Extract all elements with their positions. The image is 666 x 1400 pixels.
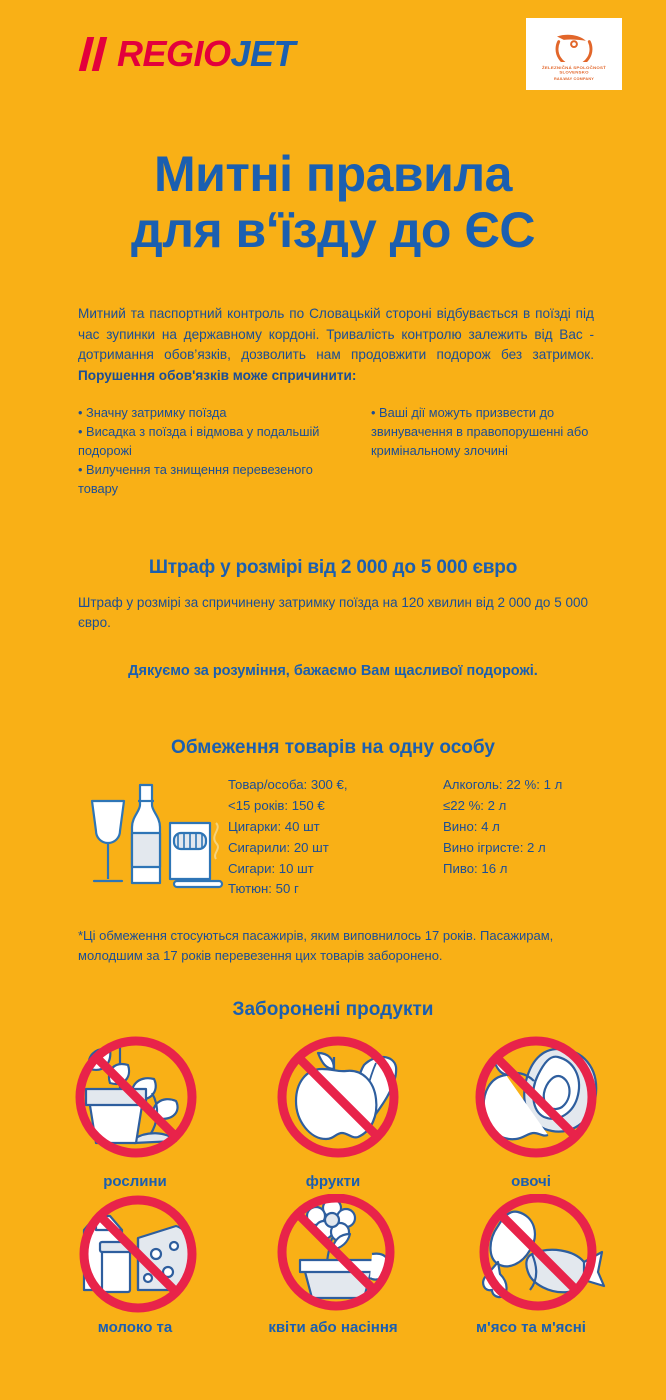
flowers-seeds-icon	[248, 1194, 418, 1319]
limits-item: Сигарили: 20 шт	[228, 839, 329, 855]
limits-item: Алкоголь: 22 %: 1 л	[443, 777, 563, 793]
limits-item: Вино ігристе: 2 л	[443, 839, 546, 855]
thanks-message: Дякуємо за розуміння, бажаємо Вам щасливої подорожі.	[128, 663, 538, 680]
prohibited-label: овочі	[511, 1173, 551, 1191]
limits-item: Вино: 4 л	[443, 818, 500, 834]
prohibited-label: фрукти	[305, 1173, 361, 1191]
list-item: • Значну затримку поїзда	[78, 404, 227, 420]
prohibited-grid	[36, 1031, 630, 1336]
limits-icons	[78, 775, 228, 889]
limits-item: ≤22 %: 2 л	[443, 797, 507, 813]
limits-row	[78, 775, 666, 900]
limits-item: Пиво: 16 л	[443, 860, 508, 876]
regiojet-logo	[82, 33, 296, 74]
limits-item: Сигари: 10 шт	[228, 860, 314, 876]
prohibited-label: м'ясо та м'ясні	[476, 1318, 586, 1336]
fine-heading: Штраф у розмірі від 2 000 до 5 000 євро	[148, 556, 518, 578]
consequences-block	[78, 403, 604, 499]
limits-item: Цигарки: 40 шт	[228, 818, 320, 834]
fruit-icon	[248, 1031, 418, 1171]
page-title-line1: Митні правила	[154, 146, 512, 202]
partner-logo	[526, 18, 622, 90]
consequences-right-column	[371, 403, 604, 499]
limits-item: <15 років: 150 €	[228, 797, 325, 813]
logo-jet-text: JET	[230, 33, 296, 74]
limits-column-alcohol	[443, 775, 666, 879]
consequences-left-column	[78, 403, 353, 499]
vegetables-icon	[446, 1031, 616, 1171]
logo-regio-text: REGIO	[117, 33, 231, 74]
list-item: • Вилучення та знищення перевезеного товару	[78, 462, 313, 497]
partner-logo-line1: ŽELEZNIČNÁ SPOLOČNOSŤ SLOVENSKO	[542, 65, 606, 75]
prohibited-label: молоко та	[97, 1318, 173, 1336]
prohibited-item-plants	[36, 1031, 234, 1191]
wine-bottle-icon	[132, 785, 160, 883]
potted-plant-icon	[50, 1031, 220, 1171]
double-slash-icon	[82, 37, 108, 71]
fine-body: Штраф у розмірі за спричинену затримку поїзда на 120 хвилин від 2 000 до 5 000 євро.	[78, 594, 588, 630]
limits-item: Товар/особа: 300 €,	[228, 777, 348, 793]
prohibited-item-meat	[432, 1197, 630, 1337]
bird-swoosh-icon	[548, 28, 600, 62]
age-restriction-note: *Ці обмеження стосуються пасажирів, яким виповнилось 17 років. Пасажирам, молодшим за 17 років перевезення цих товарів заборонено.	[78, 928, 554, 963]
list-item: • Ваші дії можуть призвести до звинувачення в правопорушенні або кримінальному злочині	[371, 404, 589, 458]
intro-paragraph	[78, 304, 594, 387]
meat-icon	[446, 1194, 616, 1319]
cigarette-pack-icon	[170, 823, 222, 887]
prohibited-item-fruit	[234, 1031, 432, 1191]
limits-heading: Обмеження товарів на одну особу	[171, 737, 495, 759]
intro-bold-tail: Порушення обов'язків може спричинити:	[78, 367, 357, 383]
limits-column-goods	[228, 775, 443, 900]
wine-glass-icon	[92, 801, 124, 881]
page-title	[0, 146, 666, 258]
intro-text: Митний та паспортний контроль по Словацькій стороні відбувається в поїзді під час зупинки на державному кордоні. Тривалість контролю залежить від Вас - дотримання обов’язків, дозволить нам продовжити подорож без затримок.	[78, 306, 594, 363]
header	[0, 0, 666, 112]
prohibited-item-vegetables	[432, 1031, 630, 1191]
prohibited-label: рослини	[103, 1173, 167, 1191]
prohibited-item-flowers-seeds	[234, 1197, 432, 1337]
prohibited-heading: Заборонені продукти	[232, 999, 434, 1021]
page-title-line2: для в‘їзду до ЄС	[130, 202, 535, 258]
limits-item: Тютюн: 50 г	[228, 881, 299, 897]
prohibited-item-dairy	[36, 1197, 234, 1337]
partner-logo-line2: RAILWAY COMPANY	[553, 77, 595, 81]
prohibited-label: квіти або насіння	[268, 1318, 398, 1336]
list-item: • Висадка з поїзда і відмова у подальшій подорожі	[78, 423, 320, 458]
dairy-icon	[50, 1194, 220, 1319]
